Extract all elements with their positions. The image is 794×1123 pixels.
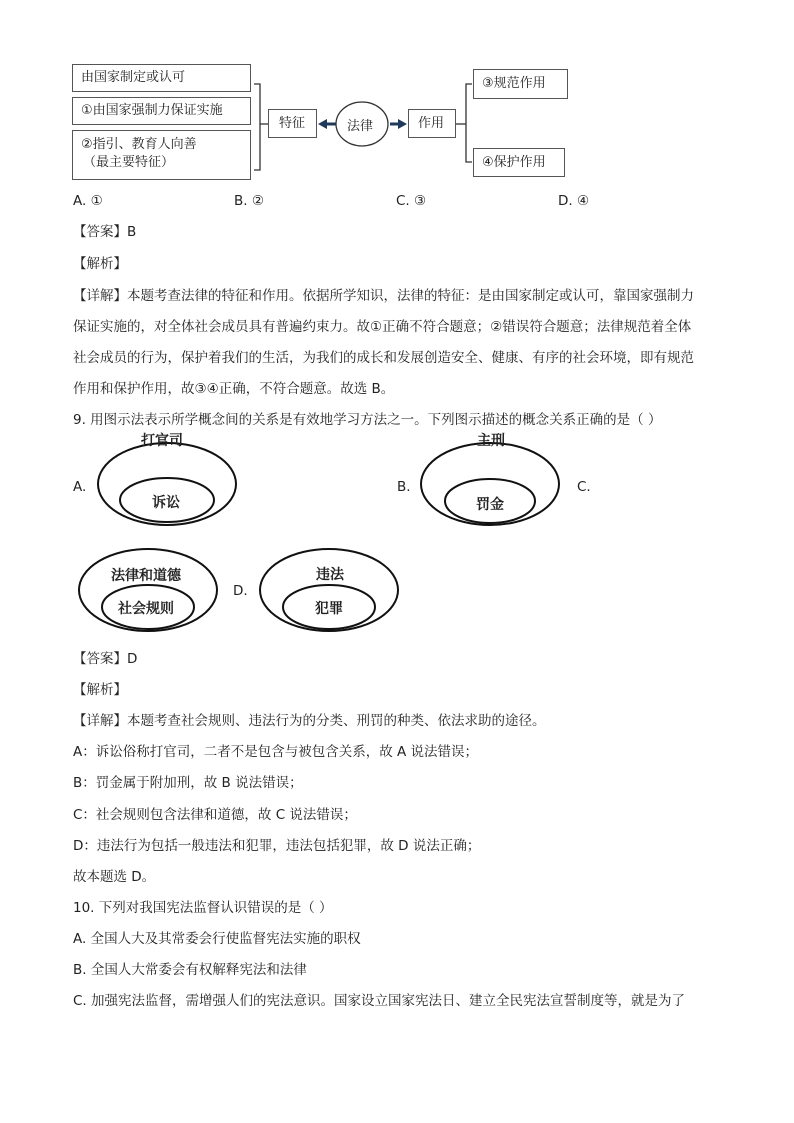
- q9-label-d: D.: [233, 583, 248, 599]
- q8-detail-4: 作用和保护作用，故③④正确，不符合题意。故选 B。: [73, 381, 395, 397]
- venn-b-inner-label: 罚金: [476, 497, 504, 513]
- q8-option-a: A. ①: [73, 193, 103, 209]
- feature-text-2: ①由国家强制力保证实施: [81, 103, 223, 118]
- q9-detail-5: D：违法行为包括一般违法和犯罪，违法包括犯罪，故 D 说法正确；: [73, 838, 481, 854]
- venn-a-inner-label: 诉讼: [152, 495, 180, 511]
- q9-detail-1: 【详解】本题考查社会规则、违法行为的分类、刑罚的种类、依法求助的途径。: [73, 713, 546, 729]
- venn-d-outer-label: 违法: [316, 567, 344, 583]
- zuoyong-label: 作用: [418, 116, 445, 131]
- q8-detail-2: 保证实施的，对全体社会成员具有普遍约束力。故①正确不符合题意；②错误符合题意；法律规范着全体: [73, 319, 692, 335]
- q9-detail-3: B：罚金属于附加刑，故 B 说法错误；: [73, 775, 303, 791]
- q9-label-c: C.: [577, 479, 591, 495]
- role-text-1: ③规范作用: [482, 76, 546, 91]
- feature-text-3: ②指引、教育人向善: [81, 137, 197, 152]
- right-bracket: [466, 84, 472, 162]
- q9-jiexi: 【解析】: [73, 682, 127, 698]
- role-box-1: [473, 69, 568, 99]
- venn-a-outer-label: 打官司: [141, 433, 183, 449]
- feature-text-1: 由国家制定或认可: [81, 70, 186, 85]
- q9-label-b: B.: [397, 479, 411, 495]
- q9-label-a: A.: [73, 479, 87, 495]
- venn-b-outer-label: 主刑: [477, 433, 505, 449]
- feature-text-3b: （最主要特征）: [83, 155, 175, 170]
- q9-detail-2: A：诉讼俗称打官司，二者不是包含与被包含关系，故 A 说法错误；: [73, 744, 479, 760]
- venn-d-inner-label: 犯罪: [315, 601, 343, 617]
- q8-option-b: B. ②: [234, 193, 264, 209]
- zuoyong-box: [408, 109, 456, 138]
- q10-option-c: C. 加强宪法监督，需增强人们的宪法意识。国家设立国家宪法日、建立全民宪法宣誓制度等，就是为了: [73, 993, 686, 1009]
- role-text-2: ④保护作用: [482, 155, 546, 170]
- tezheng-label: 特征: [279, 116, 306, 131]
- q10-stem: 10. 下列对我国宪法监督认识错误的是（ ）: [73, 900, 333, 916]
- q8-answer: 【答案】B: [73, 224, 137, 240]
- q10-option-a: A. 全国人大及其常委会行使监督宪法实施的职权: [73, 931, 361, 947]
- q10-option-b: B. 全国人大常委会有权解释宪法和法律: [73, 962, 307, 978]
- arrow-right-icon: [398, 119, 407, 129]
- venn-c-inner-label: 社会规则: [118, 601, 174, 617]
- q8-detail-3: 社会成员的行为，保护着我们的生活，为我们的成长和发展创造安全、健康、有序的社会环境，即有规范: [73, 350, 694, 366]
- role-box-2: [473, 148, 565, 177]
- q8-option-c: C. ③: [396, 193, 427, 209]
- left-bracket: [254, 84, 260, 170]
- q9-detail-4: C：社会规则包含法律和道德，故 C 说法错误；: [73, 807, 357, 823]
- q9-stem: 9. 用图示法表示所学概念间的关系是有效地学习方法之一。下列图示描述的概念关系正确的是（ ）: [73, 412, 662, 428]
- q8-jiexi: 【解析】: [73, 256, 127, 272]
- q9-answer: 【答案】D: [73, 651, 138, 667]
- q8-option-d: D. ④: [558, 193, 590, 209]
- arrow-left-icon: [318, 119, 327, 129]
- q8-detail-1: 【详解】本题考查法律的特征和作用。依据所学知识，法律的特征：是由国家制定或认可，靠国家强制力: [73, 288, 694, 304]
- falv-label: 法律: [347, 119, 374, 134]
- diagram8-connectors: [0, 0, 794, 200]
- tezheng-box: [268, 109, 317, 138]
- venn-c-outer-label: 法律和道德: [111, 568, 181, 584]
- q9-detail-6: 故本题选 D。: [73, 869, 156, 885]
